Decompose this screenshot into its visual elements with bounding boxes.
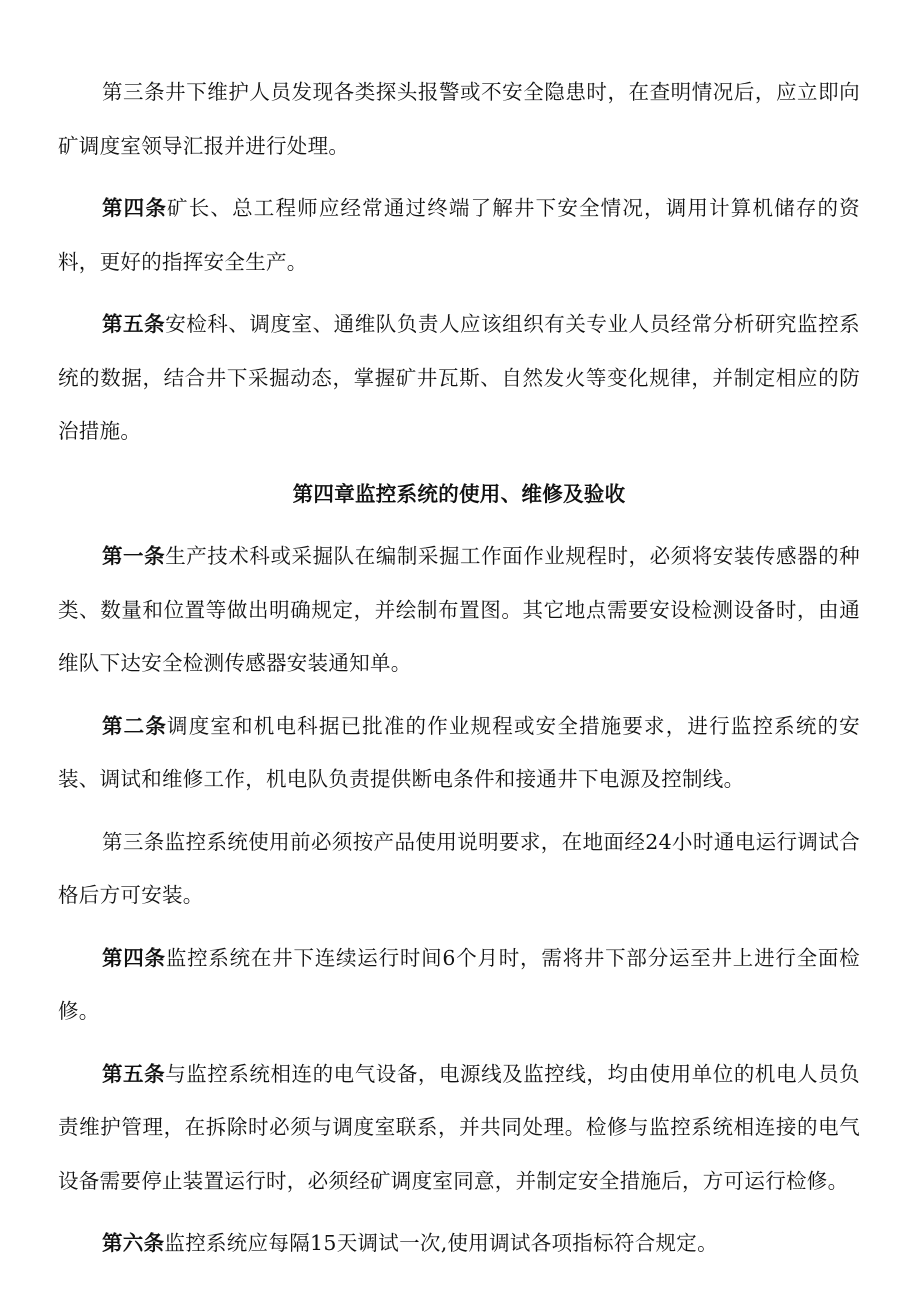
article-text: 监控系统在井下连续运行时间6个月时，需将井下部分运至井上进行全面检修。 xyxy=(58,945,860,1023)
article-label: 第四条 xyxy=(102,196,168,220)
article-text: 第三条监控系统使用前必须按产品使用说明要求，在地面经24小时通电运行调试合格后方可安装。 xyxy=(58,829,860,907)
article-label: 第一条 xyxy=(102,544,166,568)
paragraph-ch4-article-2 xyxy=(58,700,860,807)
document-body xyxy=(58,66,860,1271)
article-text: 与监控系统相连的电气设备，电源线及监控线，均由使用单位的机电人员负责维护管理，在拆除时必须与调度室联系，并共同处理。检修与监控系统相连接的电气设备需要停止装置运行时，必须经矿调度室同意，并制定安全措施后，方可运行检修。 xyxy=(58,1061,860,1193)
article-text: 第三条井下维护人员发现各类探头报警或不安全隐患时，在查明情况后，应立即向矿调度室领导汇报并进行处理。 xyxy=(58,80,860,158)
article-text: 安检科、调度室、通维队负责人应该组织有关专业人员经常分析研究监控系统的数据，结合井下采掘动态，掌握矿井瓦斯、自然发火等变化规律，并制定相应的防治措施。 xyxy=(58,312,860,443)
paragraph-ch4-article-3 xyxy=(58,816,860,923)
article-text: 矿长、总工程师应经常通过终端了解井下安全情况，调用计算机储存的资料，更好的指挥安全生产。 xyxy=(58,196,860,274)
paragraph-article-5 xyxy=(58,298,860,459)
paragraph-ch4-article-6 xyxy=(58,1217,860,1271)
article-label: 第四条 xyxy=(102,945,166,970)
chapter-title: 第四章监控系统的使用、维修及验收 xyxy=(292,481,626,506)
article-label: 第六条 xyxy=(102,1231,165,1255)
paragraph-ch4-article-1 xyxy=(58,530,860,691)
paragraph-ch4-article-5 xyxy=(58,1048,860,1209)
article-text: 生产技术科或采掘队在编制采掘工作面作业规程时，必须将安装传感器的种类、数量和位置等做出明确规定，并绘制布置图。其它地点需要安设检测设备时，由通维队下达安全检测传感器安装通知单。 xyxy=(58,544,860,675)
paragraph-article-4 xyxy=(58,182,860,289)
article-label: 第二条 xyxy=(102,713,168,738)
paragraph-ch4-article-4 xyxy=(58,932,860,1039)
article-label: 第五条 xyxy=(102,1061,166,1086)
article-text: 调度室和机电科据已批准的作业规程或安全措施要求，进行监控系统的安装、调试和维修工作，机电队负责提供断电条件和接通井下电源及控制线。 xyxy=(58,713,860,791)
paragraph-article-3 xyxy=(58,66,860,173)
article-text: 监控系统应每隔15天调试一次,使用调试各项指标符合规定。 xyxy=(164,1231,718,1255)
article-label: 第五条 xyxy=(102,312,166,336)
